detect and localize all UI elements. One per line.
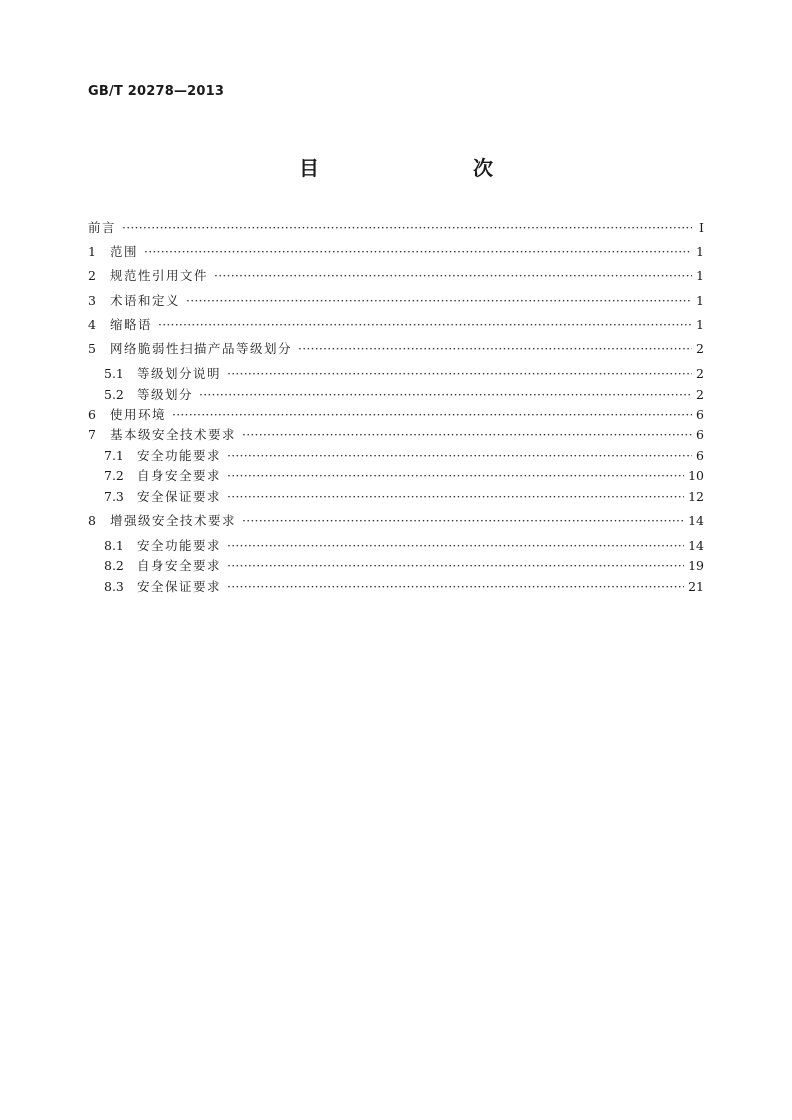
toc-entry-number: 7 — [88, 427, 96, 442]
toc-entry-page: 14 — [688, 513, 704, 528]
toc-leader-dots — [144, 243, 692, 261]
toc-entry[interactable] — [88, 219, 704, 237]
toc-entry-label: 基本级安全技术要求 — [110, 427, 237, 442]
toc-entry-label: 缩略语 — [110, 317, 153, 332]
toc-leader-dots — [122, 219, 692, 237]
toc-entry-label: 安全保证要求 — [137, 579, 222, 594]
toc-entry-label: 术语和定义 — [110, 293, 181, 308]
toc-leader-dots — [186, 292, 692, 310]
toc-entry-number: 3 — [88, 293, 96, 308]
toc-entry-number: 7.2 — [104, 468, 124, 483]
toc-entry-number: 8.3 — [104, 579, 124, 594]
toc-entry[interactable] — [88, 365, 704, 383]
toc-entry[interactable] — [88, 537, 704, 555]
toc-leader-dots — [242, 512, 684, 530]
page-title: 目 次 — [299, 156, 531, 180]
standard-code: GB/T 20278—2013 — [88, 84, 225, 99]
toc-leader-dots — [214, 267, 692, 285]
toc-entry[interactable] — [88, 512, 704, 530]
toc-entry-page: 2 — [696, 366, 704, 381]
toc-entry-label: 网络脆弱性扫描产品等级划分 — [110, 341, 293, 356]
toc-leader-dots — [227, 557, 684, 575]
toc-entry[interactable] — [88, 316, 704, 334]
toc-entry[interactable] — [88, 340, 704, 358]
toc-entry-number: 7.3 — [104, 489, 124, 504]
toc-entry-number: 7.1 — [104, 448, 124, 463]
toc-entry[interactable] — [88, 488, 704, 506]
toc-entry-number: 5.1 — [104, 366, 124, 381]
toc-entry-number: 1 — [88, 244, 96, 259]
toc-entry-label: 自身安全要求 — [137, 468, 222, 483]
toc-entry[interactable] — [88, 557, 704, 575]
toc-leader-dots — [227, 537, 684, 555]
toc-entry-number: 2 — [88, 268, 96, 283]
toc-entry-label: 范围 — [110, 244, 139, 259]
toc-entry-page: 10 — [688, 468, 704, 483]
toc-entry-page: 1 — [696, 268, 704, 283]
toc-leader-dots — [227, 467, 684, 485]
toc-entry[interactable] — [88, 578, 704, 596]
toc-entry-page: 6 — [696, 427, 704, 442]
toc-entry-label: 前言 — [88, 220, 117, 235]
toc-leader-dots — [227, 447, 692, 465]
toc-entry-page: 6 — [696, 407, 704, 422]
toc-entry-page: 1 — [696, 244, 704, 259]
toc-leader-dots — [199, 386, 692, 404]
toc-entry-page: 21 — [688, 579, 704, 594]
toc-entry-number: 6 — [88, 407, 96, 422]
toc-entry-label: 使用环境 — [110, 407, 167, 422]
toc-entry-number: 4 — [88, 317, 96, 332]
toc-leader-dots — [227, 578, 684, 596]
toc-entry-label: 安全功能要求 — [137, 448, 222, 463]
toc-entry-page: 1 — [696, 293, 704, 308]
toc-entry-page: 6 — [696, 448, 704, 463]
toc-entry-page: 2 — [696, 341, 704, 356]
toc-entry-label: 等级划分 — [137, 387, 194, 402]
toc-entry-number: 5 — [88, 341, 96, 356]
toc-entry-page: 2 — [696, 387, 704, 402]
toc-entry[interactable] — [88, 292, 704, 310]
toc-entry[interactable] — [88, 426, 704, 444]
toc-entry-label: 自身安全要求 — [137, 558, 222, 573]
toc-leader-dots — [227, 365, 692, 383]
toc-entry-number: 8 — [88, 513, 96, 528]
toc-entry-label: 安全保证要求 — [137, 489, 222, 504]
toc-entry-number: 8.1 — [104, 538, 124, 553]
toc-entry-page: 12 — [688, 489, 704, 504]
toc-entry-number: 8.2 — [104, 558, 124, 573]
toc-leader-dots — [227, 488, 684, 506]
toc-entry-number: 5.2 — [104, 387, 124, 402]
toc-entry-page: Ⅰ — [699, 220, 704, 235]
toc-entry-label: 等级划分说明 — [137, 366, 222, 381]
toc-entry-label: 规范性引用文件 — [110, 268, 209, 283]
toc-entry[interactable] — [88, 447, 704, 465]
toc-entry-label: 增强级安全技术要求 — [110, 513, 237, 528]
toc-entry-page: 14 — [688, 538, 704, 553]
toc-leader-dots — [242, 426, 692, 444]
toc-leader-dots — [158, 316, 692, 334]
toc-entry-page: 19 — [688, 558, 704, 573]
toc-leader-dots — [298, 340, 692, 358]
toc-entry[interactable] — [88, 467, 704, 485]
toc-entry-page: 1 — [696, 317, 704, 332]
toc-leader-dots — [172, 406, 692, 424]
toc-entry[interactable] — [88, 406, 704, 424]
toc-entry-label: 安全功能要求 — [137, 538, 222, 553]
toc-entry[interactable] — [88, 243, 704, 261]
toc-entry[interactable] — [88, 386, 704, 404]
toc-entry[interactable] — [88, 267, 704, 285]
